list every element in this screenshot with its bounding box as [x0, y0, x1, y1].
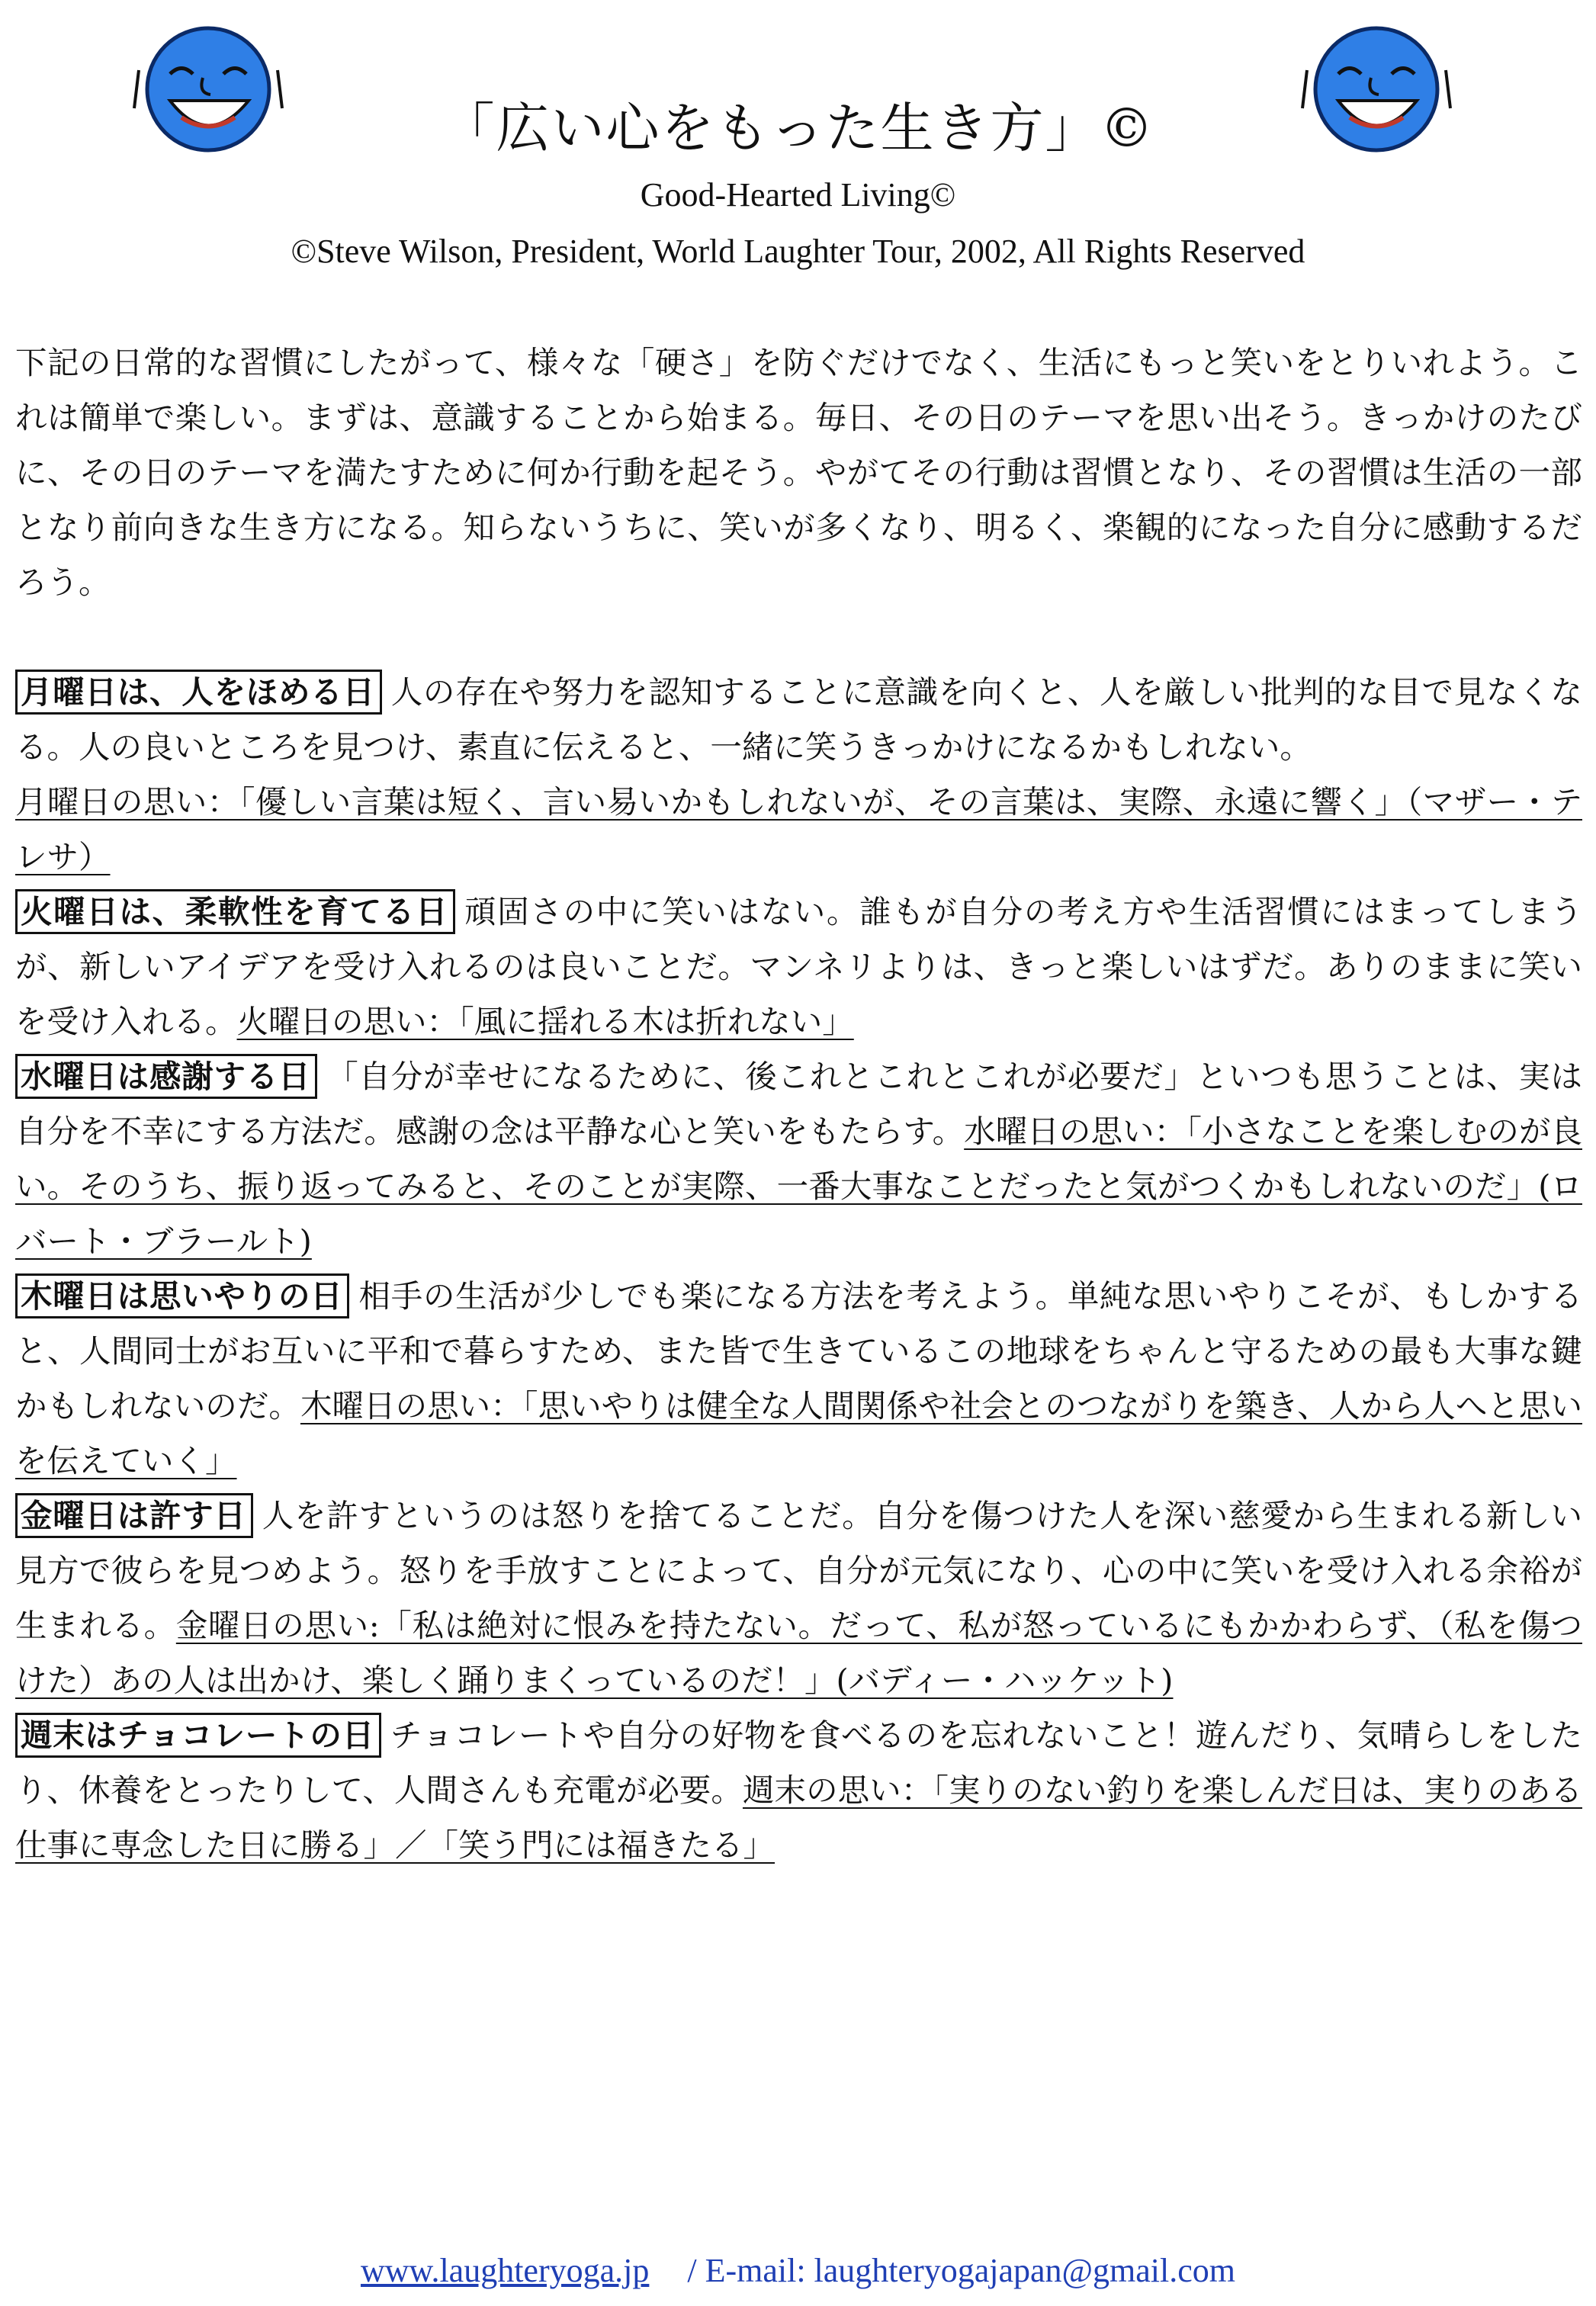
copyright-line: ©Steve Wilson, President, World Laughter Tour, 2002, All Rights Reserved: [291, 233, 1305, 270]
section-quote: 水曜日の思い：「小さなことを楽しむのが良い。そのうち、振り返ってみると、そのことが実際、一番大事なことだったと気がつくかもしれないのだ」(ロバート・ブラールト): [15, 1113, 1582, 1260]
section-wednesday: [15, 1049, 1582, 1269]
section-quote: 金曜日の思い:「私は絶対に恨みを持たない。だって、私が怒っているにもかかわらず、（私を傷つけた）あの人は出かけ、楽しく踊りまくっているのだ！」(バディー・ハッケット): [15, 1607, 1582, 1699]
page-title: 「広い心をもった生き方」©: [441, 97, 1155, 159]
intro-paragraph: 下記の日常的な習慣にしたがって、様々な「硬さ」を防ぐだけでなく、生活にもっと笑いをとりいれよう。これは簡単で楽しい。まずは、意識することから始まる。毎日、その日のテーマを思い出そう。きっかけのたびに、その日のテーマを満たすために何か行動を起そう。やがてその行動は習慣となり、その習慣は生活の一部となり前向きな生き方になる。知らないうちに、笑いが多くなり、明るく、楽観的になった自分に感動するだろう。: [15, 344, 1582, 601]
section-tuesday: [15, 885, 1582, 1049]
section-thursday: [15, 1269, 1582, 1489]
section-weekend: [15, 1708, 1582, 1873]
section-monday: [15, 665, 1582, 885]
english-subtitle: Good-Hearted Living©: [640, 176, 956, 214]
section-text: 相手の生活が少しでも楽になる方法を考えよう。単純な思いやりこそが、もしかすると、人間同士がお互いに平和で暮らすため、また皆で生きているこの地球をちゃんと守るための最も大事な鍵かもしれないのだ。: [15, 1277, 1582, 1424]
section-quote: 月曜日の思い：「優しい言葉は短く、言い易いかもしれないが、その言葉は、実際、永遠に響く」（マザー・テレサ）: [15, 783, 1582, 875]
section-heading: 木曜日は思いやりの日: [15, 1273, 349, 1318]
section-text: 「自分が幸せになるために、後これとこれとこれが必要だ」といつも思うことは、実は自分を不幸にする方法だ。感謝の念は平静な心と笑いをもたらす。: [15, 1058, 1582, 1150]
section-heading: 水曜日は感謝する日: [15, 1054, 317, 1099]
section-heading: 金曜日は許す日: [15, 1493, 253, 1538]
section-text: 人を許すというのは怒りを捨てることだ。自分を傷つけた人を深い慈愛から生まれる新しい見方で彼らを見つめよう。怒りを手放すことによって、自分が元気になり、心の中に笑いを受け入れる余裕が生まれる。: [15, 1497, 1582, 1644]
section-heading: 週末はチョコレートの日: [15, 1713, 381, 1758]
footer: [0, 2250, 1596, 2292]
section-quote: 週末の思い：「実りのない釣りを楽しんだ日は、実りのある仕事に専念した日に勝る」／「笑う門には福きたる」: [15, 1771, 1582, 1864]
section-text: 人の存在や努力を認知することに意識を向くと、人を厳しい批判的な目で見なくなる。人の良いところを見つけ、素直に伝えると、一緒に笑うきっかけになるかもしれない。: [15, 673, 1582, 766]
website-link[interactable]: www.laughteryoga.jp: [360, 2252, 650, 2289]
document-body: [15, 336, 1582, 1873]
section-quote: 木曜日の思い：「思いやりは健全な人間関係や社会とのつながりを築き、人から人へと思いを伝えていく」: [15, 1387, 1582, 1479]
section-friday: [15, 1489, 1582, 1708]
section-text: 頑固さの中に笑いはない。誰もが自分の考え方や生活習慣にはまってしまうが、新しいアイデアを受け入れるのは良いことだ。マンネリよりは、きっと楽しいはずだ。ありのままに笑いを受け入れる。: [15, 893, 1582, 1040]
section-text: チョコレートや自分の好物を食べるのを忘れないこと！遊んだり、気晴らしをしたり、休養をとったりして、人間さんも充電が必要。: [15, 1717, 1582, 1809]
email-text[interactable]: / E-mail: laughteryogajapan@gmail.com: [687, 2252, 1236, 2289]
section-heading: 火曜日は、柔軟性を育てる日: [15, 889, 455, 934]
section-quote: 火曜日の思い：「風に揺れる木は折れない」: [236, 1003, 854, 1040]
section-heading: 月曜日は、人をほめる日: [15, 670, 382, 715]
